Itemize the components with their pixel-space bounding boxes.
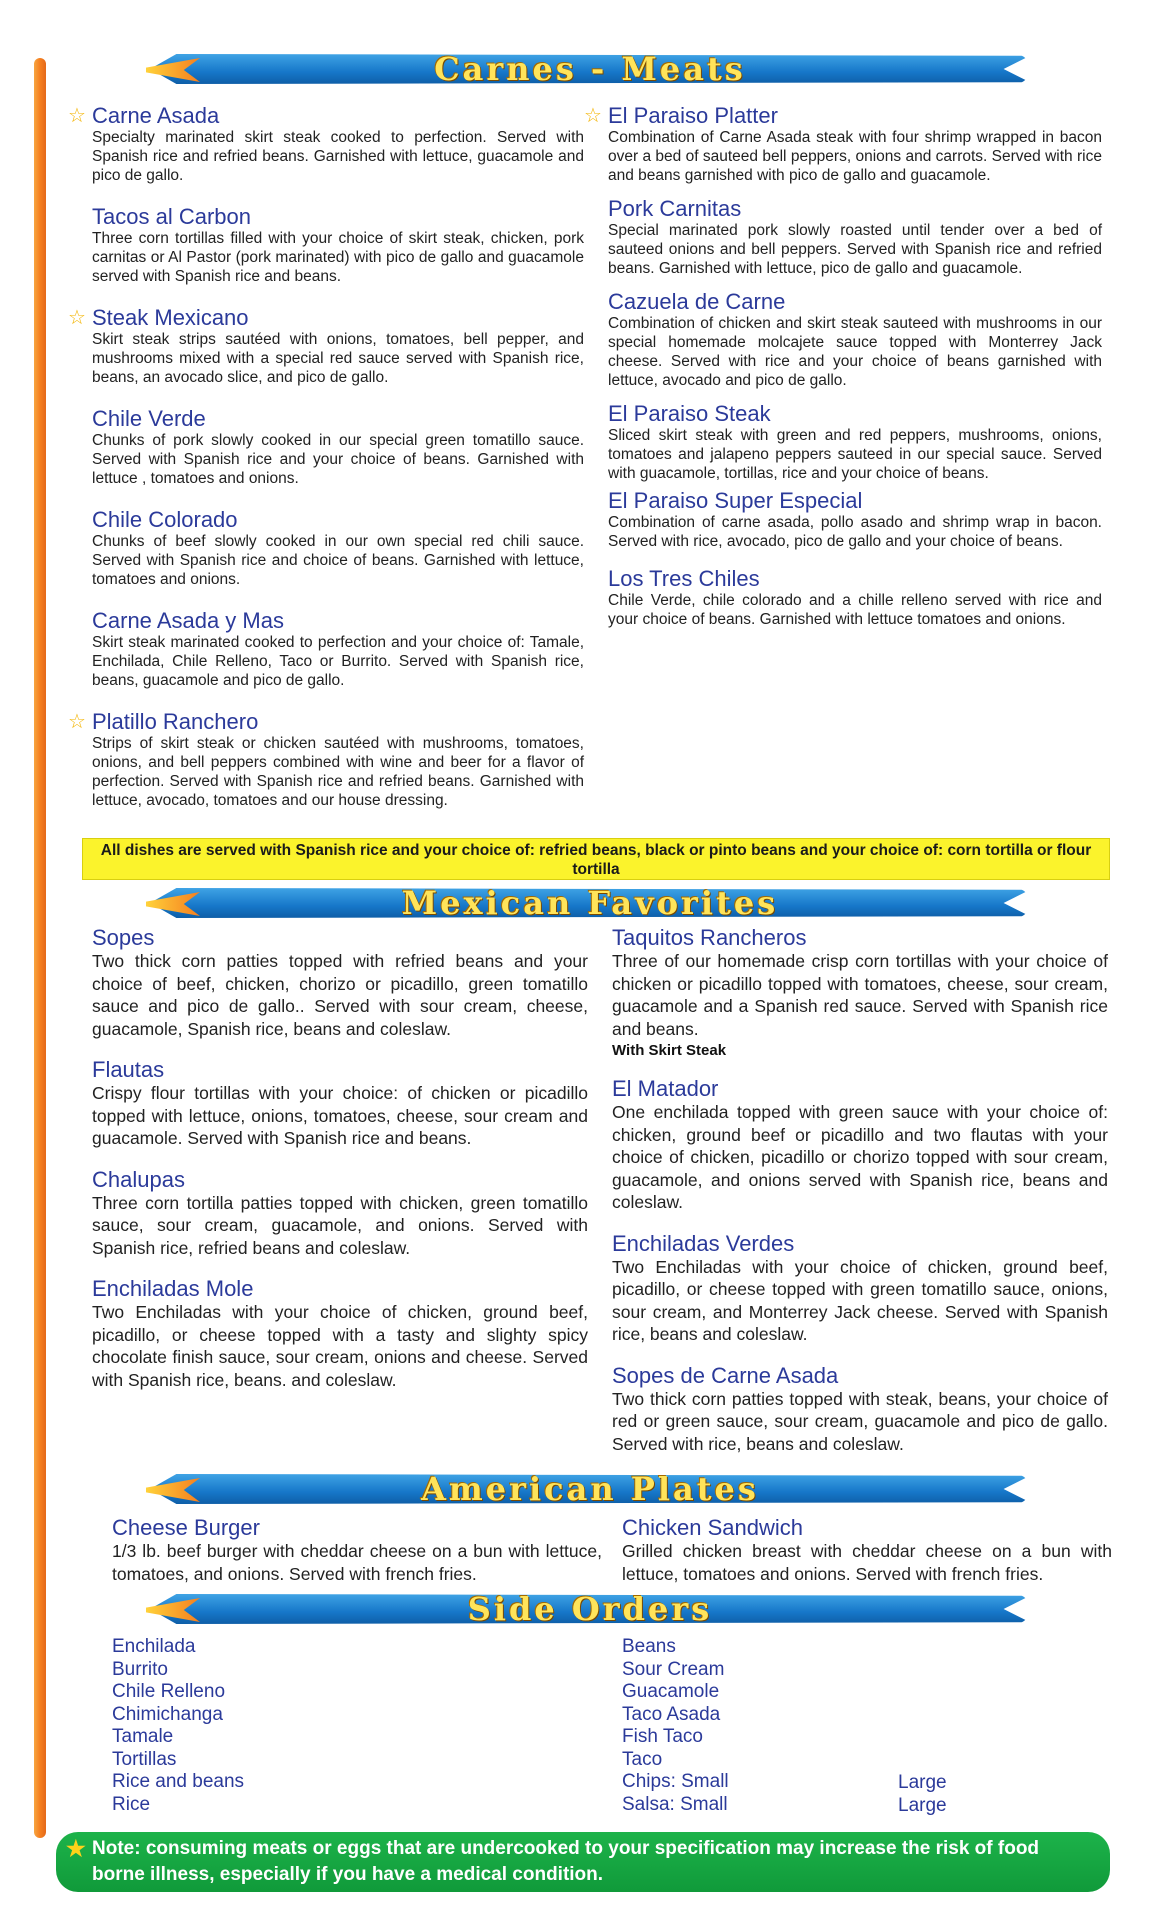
- meats-right-column: [584, 103, 1102, 629]
- sides-notice: All dishes are served with Spanish rice and your choice of: refried beans, black or pinto beans and your choice of: corn tortilla or flour tortilla: [82, 838, 1110, 880]
- menu-item: [68, 709, 584, 810]
- side-order-item: Large: [898, 1794, 947, 1816]
- menu-item: [92, 1168, 588, 1260]
- item-name-text: Flautas: [92, 1057, 165, 1082]
- menu-item: [608, 197, 1102, 278]
- item-description: 1/3 lb. beef burger with cheddar cheese on a bun with lettuce, tomatoes, and onions. Served with french fries.: [112, 1541, 602, 1584]
- item-name: [608, 290, 1102, 314]
- warning-text: Note: consuming meats or eggs that are undercooked to your specification may increase the risk of food borne illness, especially if you have a medical condition.: [92, 1838, 1040, 1885]
- star-icon: ☆: [68, 105, 86, 127]
- side-order-item: Rice: [112, 1793, 151, 1815]
- american-right-column: [622, 1516, 1112, 1585]
- item-description: Combination of chicken and skirt steak sauteed with mushrooms in our special homemade molcajete sauce topped with Monterrey Jack cheese. Served with rice and your choice of beans garnished with lettuce, avocado and pico de gallo.: [608, 315, 1102, 389]
- item-description: Skirt steak strips sautéed with onions, tomatoes, bell pepper, and mushrooms mixed with a special red sauce served with Spanish rice, beans, an avocado slice, and pico de gallo.: [92, 331, 584, 386]
- item-name-text: El Paraiso Super Especial: [608, 488, 863, 513]
- menu-item: [608, 489, 1102, 551]
- item-name: Chicken Sandwich: [622, 1515, 803, 1540]
- menu-item: [608, 402, 1102, 483]
- side-order-item: Tamale: [112, 1726, 174, 1747]
- menu-item: [92, 205, 584, 286]
- section-banner-sides: [150, 1588, 1030, 1630]
- item-description: Chile Verde, chile colorado and a chille relleno served with rice and your choice of beans. Garnished with lettuce tomatoes and onions.: [608, 592, 1102, 628]
- item-name-text: Carne Asada y Mas: [92, 608, 284, 633]
- item-description: Two Enchiladas with your choice of chicken, ground beef, picadillo, or cheese topped with green tomatillo sauce, onions, sour cream, and Monterrey Jack cheese. Served with Spanish rice, beans and coleslaw.: [612, 1256, 1108, 1344]
- side-order-item: Enchilada: [112, 1636, 196, 1657]
- side-orders-left: [112, 1636, 244, 1816]
- section-title: Side Orders: [467, 1590, 713, 1628]
- item-name-text: Chile Verde: [92, 406, 206, 431]
- item-name: [612, 1364, 1108, 1388]
- item-description: Crispy flour tortillas with your choice: of chicken or picadillo topped with lettuce, onions, tomatoes, cheese, sour cream and guacamole. Served with Spanish rice and beans.: [92, 1083, 588, 1148]
- item-name-text: Taquitos Rancheros: [612, 925, 807, 950]
- meats-left-column: [68, 103, 584, 810]
- side-order-item: Chimichanga: [112, 1703, 223, 1725]
- item-name-text: Tacos al Carbon: [92, 204, 251, 229]
- item-name-text: El Paraiso Platter: [608, 103, 778, 128]
- side-order-item: Rice and beans: [112, 1771, 245, 1792]
- star-icon: ★: [66, 1836, 86, 1861]
- star-icon: ☆: [68, 307, 86, 329]
- menu-item: [92, 926, 588, 1040]
- item-name: [92, 1058, 588, 1082]
- side-order-item: Tortillas: [112, 1748, 177, 1770]
- american-left-column: [112, 1516, 602, 1585]
- item-name: [92, 609, 584, 633]
- item-name-text: Chile Colorado: [92, 507, 238, 532]
- menu-item: [92, 609, 584, 690]
- item-name: [92, 1277, 588, 1301]
- menu-item: [612, 1364, 1108, 1456]
- item-description: Grilled chicken breast with cheddar cheese on a bun with lettuce, tomatoes and onions. Served with french fries.: [622, 1541, 1112, 1584]
- item-name-text: Enchiladas Mole: [92, 1276, 254, 1301]
- side-order-item: Taco: [622, 1748, 663, 1770]
- item-name-text: Steak Mexicano: [92, 305, 249, 330]
- item-name-text: Sopes de Carne Asada: [612, 1362, 839, 1388]
- item-description: Three corn tortillas filled with your choice of skirt steak, chicken, pork carnitas or Al Pastor (pork marinated) with pico de gallo and guacamole served with Spanish rice and beans.: [92, 230, 584, 285]
- item-note: With Skirt Steak: [612, 1042, 727, 1059]
- item-description: Sliced skirt steak with green and red peppers, mushrooms, onions, tomatoes and jalapeno peppers sauteed in our special sauce. Served with guacamole, tortillas, rice and your choice of beans.: [608, 427, 1102, 482]
- section-title: Mexican Favorites: [401, 884, 779, 922]
- item-name: [608, 489, 1102, 513]
- menu-item: [68, 305, 584, 387]
- item-name-text: Cazuela de Carne: [608, 289, 786, 314]
- side-order-item: Large: [898, 1772, 947, 1793]
- item-name-text: Platillo Ranchero: [92, 709, 259, 734]
- menu-item: [608, 290, 1102, 390]
- side-order-item: Sour Cream: [622, 1658, 725, 1680]
- side-order-item: Beans: [622, 1636, 676, 1657]
- side-order-item: Guacamole: [622, 1681, 720, 1702]
- menu-item: [92, 508, 584, 589]
- item-name-text: Chalupas: [92, 1166, 185, 1192]
- item-name: [68, 103, 584, 128]
- side-order-item: Chips: Small: [622, 1771, 729, 1792]
- item-description: Two thick corn patties topped with steak, beans, your choice of red or green sauce, sour cream, guacamole and pico de gallo. Served with rice, beans and coleslaw.: [612, 1388, 1108, 1454]
- item-name-text: Los Tres Chiles: [608, 566, 760, 591]
- item-description: Special marinated pork slowly roasted until tender over a bed of sauteed onions and bell peppers. Served with Spanish rice and refried beans. Garnished with lettuce, pico de gallo and guacamole.: [608, 222, 1102, 277]
- side-order-item: Taco Asada: [622, 1703, 721, 1725]
- menu-item: [612, 1232, 1108, 1346]
- item-name: [92, 508, 584, 532]
- item-name-text: El Paraiso Steak: [608, 401, 771, 426]
- item-name-text: El Matador: [612, 1076, 719, 1101]
- item-description: Combination of Carne Asada steak with four shrimp wrapped in bacon over a bed of sauteed bell peppers, onions and carrots. Served with rice and beans garnished with pico de gallo and guacamole.: [608, 129, 1102, 184]
- item-name: [612, 926, 1108, 950]
- item-name: [92, 205, 584, 229]
- item-name: [608, 402, 1102, 426]
- item-description: Skirt steak marinated cooked to perfection and your choice of: Tamale, Enchilada, Chile Relleno, Taco or Burrito. Served with Spanish rice, beans, guacamole and pico de gallo.: [92, 634, 584, 689]
- item-description: One enchilada topped with green sauce with your choice of: chicken, ground beef or picadillo and two flautas with your choice of chicken, picadillo or chorizo topped with sour cream, guacamole, and onions served with Spanish rice, beans and coleslaw.: [612, 1102, 1108, 1212]
- item-description: Two Enchiladas with your choice of chicken, ground beef, picadillo, or cheese topped with a tasty and slighty spicy chocolate finish sauce, sour cream, onions and cheese. Served with Spanish rice, beans. and coleslaw.: [92, 1302, 588, 1390]
- item-name: [612, 1232, 1108, 1256]
- section-title: American Plates: [421, 1470, 759, 1508]
- star-icon: ☆: [68, 711, 86, 733]
- item-name-text: Enchiladas Verdes: [612, 1230, 795, 1256]
- item-description: Combination of carne asada, pollo asado and shrimp wrap in bacon. Served with rice, avocado, pico de gallo and your choice of beans.: [608, 514, 1102, 550]
- item-name: [92, 1168, 588, 1192]
- item-name: [68, 305, 584, 330]
- item-description: Three of our homemade crisp corn tortillas with your choice of chicken or picadillo topped with tomatoes, cheese, sour cream, guacamole and a Spanish red sauce. Served with Spanish rice and beans.: [612, 951, 1108, 1039]
- item-name: [92, 926, 588, 950]
- section-banner-favorites: [150, 882, 1030, 924]
- item-description: Specialty marinated skirt steak cooked to perfection. Served with Spanish rice and refried beans. Garnished with lettuce, guacamole and pico de gallo.: [92, 129, 584, 184]
- side-order-item: Salsa: Small: [622, 1793, 728, 1815]
- favorites-right-column: [612, 926, 1108, 1455]
- menu-item: [608, 567, 1102, 629]
- menu-item: [92, 1277, 588, 1391]
- menu-item: [92, 1058, 588, 1150]
- section-banner-meats: [150, 48, 1030, 90]
- menu-item: [612, 926, 1108, 1059]
- menu-item: [584, 103, 1102, 185]
- side-orders-large: [898, 1772, 947, 1817]
- item-name: Cheese Burger: [112, 1515, 260, 1540]
- item-name: [68, 709, 584, 734]
- item-description: Two thick corn patties topped with refried beans and your choice of beef, chicken, chorizo or picadillo, green tomatillo sauce and pico de gallo.. Served with sour cream, cheese, guacamole, Spanish rice, beans and coleslaw.: [92, 951, 588, 1039]
- item-name: [612, 1077, 1108, 1101]
- menu-item: [68, 103, 584, 185]
- menu-item: [612, 1077, 1108, 1214]
- item-name: [584, 103, 1102, 128]
- item-description: Three corn tortilla patties topped with chicken, green tomatillo sauce, sour cream, guacamole, and onions. Served with Spanish rice, refried beans and coleslaw.: [92, 1192, 588, 1258]
- side-orders-right: [622, 1636, 729, 1816]
- section-title: Carnes - Meats: [434, 50, 746, 88]
- item-name-text: Carne Asada: [92, 103, 220, 128]
- item-description: Chunks of pork slowly cooked in our special green tomatillo sauce. Served with Spanish rice and your choice of beans. Garnished with lettuce , tomatoes and onions.: [92, 432, 584, 487]
- menu-item: [92, 407, 584, 488]
- item-name: [608, 567, 1102, 591]
- section-banner-american: [150, 1468, 1030, 1510]
- item-description: Chunks of beef slowly cooked in our own special red chili sauce. Served with Spanish rice and choice of beans. Garnished with lettuce, tomatoes and onions.: [92, 533, 584, 588]
- orange-side-bar: [34, 58, 46, 1838]
- side-order-item: Chile Relleno: [112, 1681, 226, 1702]
- side-order-item: Burrito: [112, 1658, 168, 1680]
- item-name: [608, 197, 1102, 221]
- side-order-item: Fish Taco: [622, 1726, 703, 1747]
- item-description: Strips of skirt steak or chicken sautéed with mushrooms, tomatoes, onions, and bell peppers combined with wine and beer for a flavor of perfection. Served with Spanish rice and refried beans. Garnished with lettuce, avocado, tomatoes and our house dressing.: [92, 735, 584, 809]
- favorites-left-column: [92, 926, 588, 1391]
- star-icon: ☆: [584, 105, 602, 127]
- item-name: [92, 407, 584, 431]
- health-warning: [56, 1832, 1110, 1892]
- item-name-text: Sopes: [92, 925, 155, 950]
- item-name-text: Pork Carnitas: [608, 196, 742, 221]
